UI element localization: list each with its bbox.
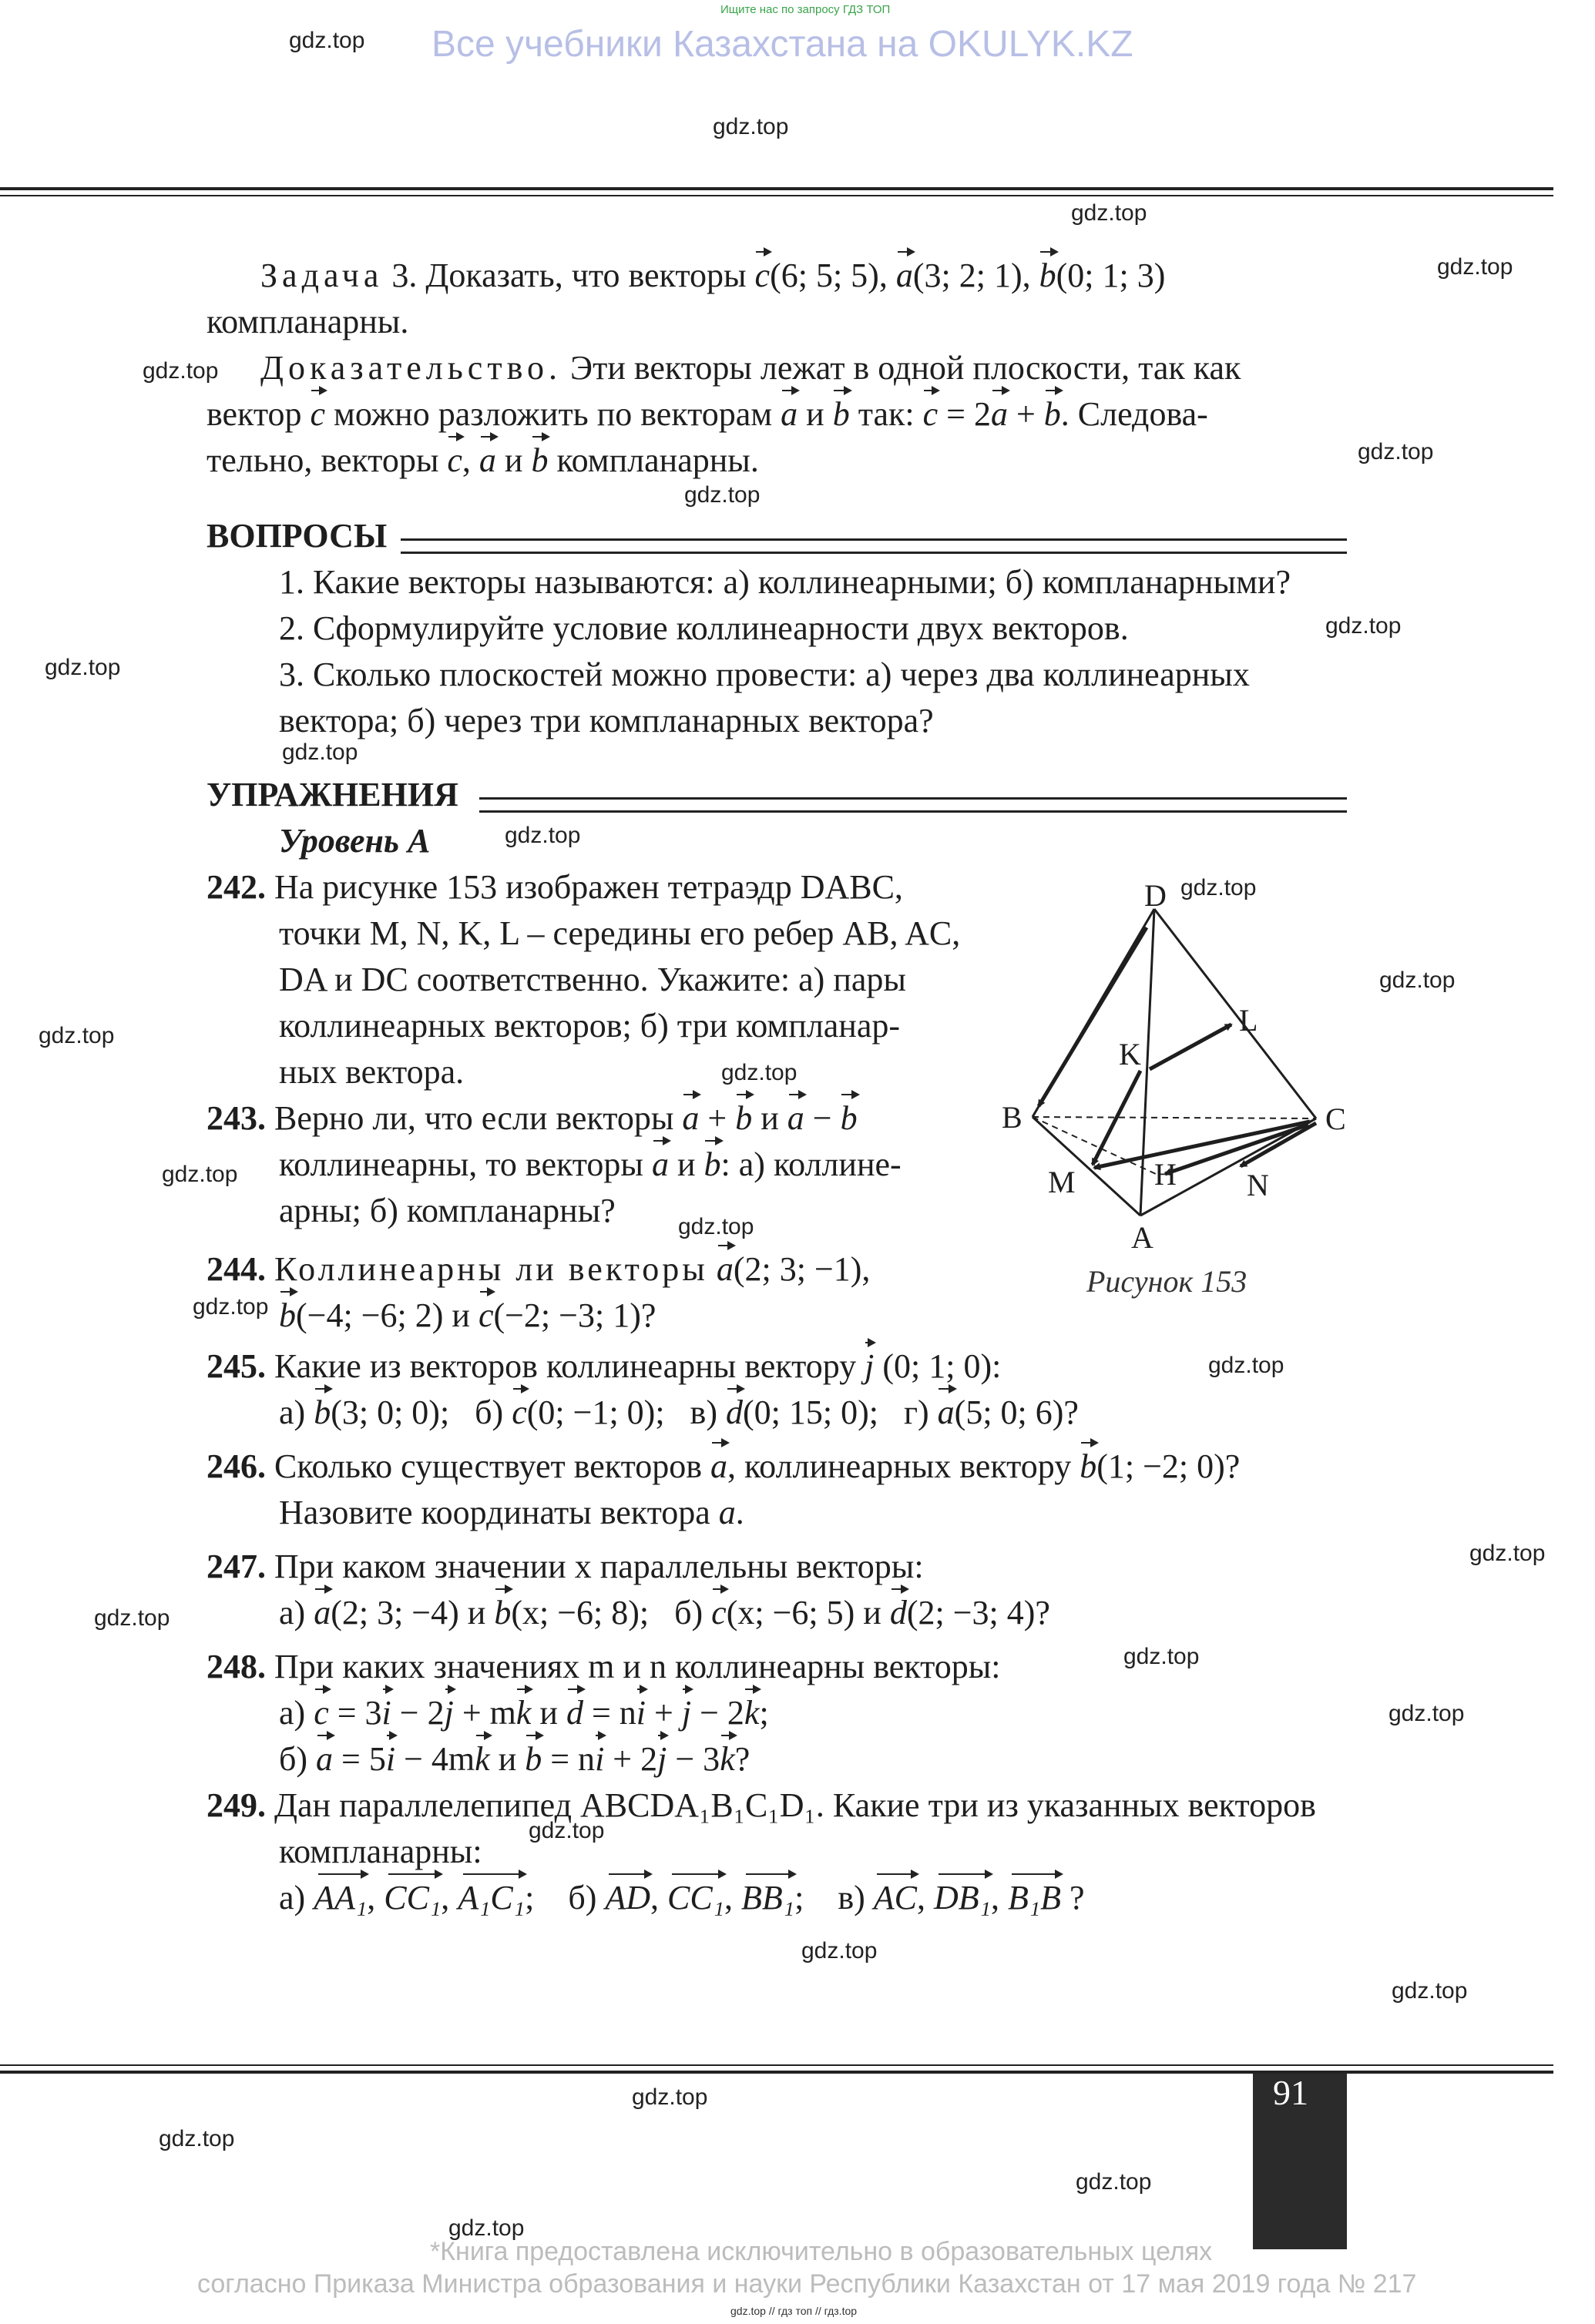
watermark: gdz.top [684, 482, 761, 508]
exercise-text: − [812, 1099, 832, 1137]
vector-BB1: BB₁ [741, 1876, 794, 1920]
vector-a: a [991, 393, 1008, 436]
exercise-text: (1; −2; 0)? [1096, 1447, 1241, 1485]
exercise-245-line2 [279, 1391, 1079, 1434]
proof-text: , [462, 441, 471, 479]
exercise-text: При каком значении x параллельны векторы: [274, 1548, 924, 1585]
exercise-text: и [761, 1099, 779, 1137]
watermark: gdz.top [1437, 254, 1513, 280]
vector-CC1: CC₁ [667, 1876, 724, 1920]
watermark: gdz.top [505, 823, 581, 848]
vector-d: d [890, 1591, 907, 1635]
vector-AA1: AA₁ [314, 1876, 367, 1920]
vector-a: a [652, 1143, 669, 1186]
question-item: 1. Какие векторы называются: а) коллинеарными; б) компланарными? [279, 563, 1291, 601]
edge-DA [1140, 909, 1154, 1216]
task3-text: 3. Доказать, что векторы [391, 257, 747, 294]
exercise-text: Сколько существует векторов [274, 1447, 703, 1485]
exercise-text: , [441, 1879, 450, 1917]
proof-line1 [260, 347, 1241, 390]
exercise-text: (2; 3; −4) и [331, 1594, 486, 1631]
proof-line3 [207, 439, 759, 482]
vector-b: b [1080, 1445, 1096, 1488]
proof-text: = 2 [946, 395, 991, 433]
label-L: L [1239, 1003, 1258, 1038]
level-heading: Уровень А [279, 822, 431, 860]
proof-text: вектор [207, 395, 302, 433]
questions-heading: ВОПРОСЫ [207, 517, 388, 555]
watermark: gdz.top [162, 1162, 238, 1187]
exercise-text: б) [475, 1393, 504, 1431]
watermark: gdz.top [289, 28, 365, 53]
exercise-text: ; [794, 1879, 804, 1917]
watermark: gdz.top [39, 1023, 115, 1048]
exercise-text: , [990, 1879, 999, 1917]
vector-AD: AD [605, 1876, 650, 1920]
proof-line2 [207, 393, 1208, 436]
vector-b: b [279, 1294, 296, 1337]
exercise-text: а) [279, 1594, 306, 1631]
vector-a: a [938, 1391, 955, 1434]
edge-DC [1154, 909, 1316, 1118]
exercise-text: коллинеарны, то векторы [279, 1145, 643, 1183]
exercise-242-line: ных вектора. [279, 1053, 465, 1091]
vector-i: i [595, 1738, 604, 1781]
vector-a: a [479, 439, 496, 482]
vector-k: k [744, 1692, 760, 1735]
exercise-text: , [367, 1879, 376, 1917]
vector-a: a [781, 393, 798, 436]
vector-c: c [478, 1294, 494, 1337]
exercise-242-line: DA и DC соответственно. Укажите: а) пары [279, 961, 906, 998]
watermark: gdz.top [1392, 1978, 1468, 2004]
watermark: gdz.top [632, 2084, 708, 2110]
watermark: gdz.top [1388, 1701, 1465, 1726]
vector-i: i [636, 1692, 646, 1735]
exercise-text: и [498, 1740, 517, 1778]
vector-c: c [711, 1591, 727, 1635]
proof-label: Доказательство. [260, 349, 562, 387]
exercise-242-line: коллинеарных векторов; б) три компланар- [279, 1007, 901, 1045]
footer-tiny: gdz.top // гдз топ // гдз.top [730, 2305, 858, 2317]
exercise-248-line2 [279, 1692, 769, 1735]
exercise-text: = n [591, 1694, 636, 1732]
exercise-text: − 2 [399, 1694, 445, 1732]
exercise-text: г) [903, 1393, 929, 1431]
exercise-text: На рисунке 153 изображен тетраэдр DABC, [274, 868, 903, 906]
figure-153 [986, 878, 1372, 1310]
watermark: gdz.top [282, 739, 358, 765]
vector-b: b [735, 1097, 752, 1140]
exercise-number: 246. [207, 1447, 266, 1485]
exercise-text: , [916, 1879, 925, 1917]
exercise-244-line1 [207, 1248, 870, 1291]
watermark: gdz.top [801, 1938, 878, 1963]
vector-a-letter: a [718, 1494, 736, 1531]
exercise-text: , [650, 1879, 660, 1917]
vector-b: b [833, 393, 850, 436]
exercise-242-line1 [207, 866, 903, 909]
task3-line1 [260, 254, 1165, 297]
vector-B1B: B₁B [1008, 1876, 1061, 1920]
vector-b: b [1044, 393, 1061, 436]
question-item: вектора; б) через три компланарных вектора? [279, 702, 934, 739]
exercise-text: Верно ли, что если векторы [274, 1099, 674, 1137]
vector-a: a [896, 254, 913, 297]
watermark: gdz.top [193, 1294, 269, 1320]
vector-CC1: CC₁ [384, 1876, 441, 1920]
watermark: gdz.top [1076, 2169, 1152, 2195]
figure-caption: Рисунок 153 [1086, 1264, 1247, 1299]
vector-d: d [726, 1391, 743, 1434]
proof-text: + [1016, 395, 1036, 433]
exercise-244-line2 [279, 1294, 656, 1337]
a-coords: (3; 2; 1), [912, 257, 1031, 294]
watermark: gdz.top [1358, 439, 1434, 464]
exercise-number: 245. [207, 1347, 266, 1385]
watermark: gdz.top [1325, 613, 1402, 639]
site-title[interactable]: Все учебники Казахстана на OKULYK.KZ [431, 24, 1133, 65]
vector-d: d [566, 1692, 583, 1735]
watermark: gdz.top [1071, 200, 1147, 226]
exercise-text: а) [279, 1393, 306, 1431]
top-tiny-note: Ищите нас по запросу ГДЗ ТОП [720, 3, 891, 16]
exercise-text: (2; −3; 4)? [906, 1594, 1050, 1631]
exercise-243-line1 [207, 1097, 858, 1140]
vector-c: c [512, 1391, 527, 1434]
exercise-248-line3 [279, 1738, 750, 1781]
proof-text: тельно, векторы [207, 441, 439, 479]
vector-c: c [314, 1692, 329, 1735]
b-coords: (0; 1; 3) [1056, 257, 1166, 294]
label-A: A [1131, 1220, 1153, 1255]
exercise-text: = 3 [337, 1694, 382, 1732]
vector-k: k [475, 1738, 490, 1781]
footer-line2: согласно Приказа Министра образования и науки Республики Казахстан от 17 мая 2019 года № 217 [197, 2269, 1417, 2299]
exercise-text: , коллинеарных вектору [727, 1447, 1072, 1485]
top-rule [0, 187, 1553, 190]
vector-i: i [382, 1692, 391, 1735]
vector-c: c [311, 393, 326, 436]
exercise-247-line2 [279, 1591, 1050, 1635]
exercise-number: 247. [207, 1548, 266, 1585]
exercise-text: б) [674, 1594, 703, 1631]
vector-b: b [531, 439, 548, 482]
exercise-text: (0; 1; 0): [882, 1347, 1002, 1385]
proof-text: и [504, 441, 523, 479]
exercise-246-line2: Назовите координаты вектора a. [279, 1494, 744, 1531]
watermark: gdz.top [1208, 1353, 1284, 1378]
exercise-text: ? [734, 1740, 750, 1778]
watermark: gdz.top [721, 1060, 798, 1085]
exercise-number: 248. [207, 1648, 266, 1685]
exercise-text: (−2; −3; 1)? [493, 1296, 656, 1334]
exercise-text: ; [525, 1879, 535, 1917]
proof-text: . Следова- [1060, 395, 1208, 433]
vector-j: j [682, 1692, 691, 1735]
watermark: gdz.top [1123, 1644, 1200, 1669]
vector-c: c [755, 254, 771, 297]
question-item: 2. Сформулируйте условие коллинеарности двух векторов. [279, 609, 1129, 647]
watermark: gdz.top [1469, 1541, 1546, 1566]
exercise-text: = 5 [341, 1740, 386, 1778]
proof-text: можно разложить по векторам [334, 395, 773, 433]
exercise-text: ? [1069, 1879, 1085, 1917]
vector-a: a [787, 1097, 804, 1140]
vector-i: i [386, 1738, 395, 1781]
exercise-text: Дан параллелепипед ABCDA₁B₁C₁D₁. Какие три из указанных векторов [274, 1786, 1316, 1824]
exercise-text: − 3 [675, 1740, 720, 1778]
exercise-249-line2: компланарны: [279, 1833, 482, 1870]
exercise-text: ; [759, 1694, 769, 1732]
exercise-247-line1 [207, 1545, 924, 1588]
exercise-text: : а) коллине- [720, 1145, 902, 1183]
exercise-text: Назовите координаты вектора [279, 1494, 710, 1531]
exercise-text: (3; 0; 0); [331, 1393, 450, 1431]
vector-b: b [314, 1391, 331, 1434]
watermark: gdz.top [143, 358, 219, 384]
exercise-text: При каких значениях m и n коллинеарны векторы: [274, 1648, 1001, 1685]
vector-b: b [704, 1143, 721, 1186]
exercise-text: + [654, 1694, 673, 1732]
watermark: gdz.top [713, 114, 789, 139]
watermark: gdz.top [94, 1605, 170, 1631]
exercise-text: − 4m [404, 1740, 475, 1778]
vector-a: a [316, 1738, 333, 1781]
exercise-text: а) [279, 1694, 306, 1732]
exercise-number: 249. [207, 1786, 266, 1824]
tetrahedron-diagram [986, 878, 1372, 1310]
vector-b: b [494, 1591, 511, 1635]
vector-c: c [447, 439, 462, 482]
footer-line1: *Книга предоставлена исключительно в образовательных целях [430, 2237, 1213, 2266]
proof-text: Эти векторы лежат в одной плоскости, так как [570, 349, 1241, 387]
label-B: B [1002, 1100, 1022, 1135]
vector-k: k [516, 1692, 532, 1735]
label-D: D [1144, 878, 1167, 913]
vector-k: k [720, 1738, 735, 1781]
exercise-text: в) [690, 1393, 717, 1431]
exercise-text: (2; 3; −1), [733, 1250, 871, 1288]
exercise-text: а) [279, 1879, 306, 1917]
exercise-text: + m [462, 1694, 516, 1732]
watermark: gdz.top [1180, 875, 1257, 900]
exercise-text: (0; −1; 0); [526, 1393, 665, 1431]
exercise-249-line1 [207, 1784, 1316, 1827]
vector-j: j [865, 1345, 874, 1388]
vector-D-B [1039, 927, 1147, 1106]
exercise-243-line2 [279, 1143, 902, 1186]
task3-line2: компланарны. [207, 303, 409, 340]
exercise-text: (−4; −6; 2) и [296, 1296, 470, 1334]
exercise-text: = n [550, 1740, 596, 1778]
exercise-text: и [539, 1694, 558, 1732]
exercise-248-line1 [207, 1645, 1001, 1689]
exercise-text: (x; −6; 8); [511, 1594, 650, 1631]
exercise-number: 243. [207, 1099, 266, 1137]
watermark: gdz.top [45, 655, 121, 680]
top-rule-2 [0, 195, 1553, 196]
exercise-242-line: точки M, N, K, L – середины его ребер AB, AC, [279, 914, 961, 952]
vector-b: b [525, 1738, 542, 1781]
question-item: 3. Сколько плоскостей можно провести: а) через два коллинеарных [279, 656, 1250, 693]
exercise-text: б) [568, 1879, 597, 1917]
exercise-text: (0; 15; 0); [742, 1393, 878, 1431]
exercise-text: , [724, 1879, 734, 1917]
vector-b: b [1039, 254, 1056, 297]
exercise-243-line3: арны; б) компланарны? [279, 1192, 616, 1229]
vector-a: a [314, 1591, 331, 1635]
vector-A1C1: A₁C₁ [458, 1876, 525, 1920]
watermark: gdz.top [529, 1818, 605, 1843]
watermark: gdz.top [159, 2126, 235, 2151]
bottom-rule [0, 2064, 1553, 2066]
exercise-text: + 2 [613, 1740, 658, 1778]
vector-c: c [923, 393, 939, 436]
vector-K-L [1150, 1025, 1231, 1069]
label-K: K [1119, 1037, 1141, 1071]
watermark: gdz.top [1379, 967, 1456, 993]
exercises-heading-bar [479, 797, 1347, 813]
proof-text: так: [858, 395, 915, 433]
vector-j: j [657, 1738, 667, 1781]
exercise-text: в) [838, 1879, 865, 1917]
label-N: N [1247, 1168, 1269, 1202]
label-C: C [1325, 1102, 1346, 1136]
watermark: gdz.top [678, 1214, 754, 1239]
exercise-number: 244. [207, 1250, 266, 1288]
questions-heading-bar [401, 538, 1347, 554]
exercise-text: б) [279, 1740, 308, 1778]
exercises-heading: УПРАЖНЕНИЯ [207, 776, 458, 813]
task3-label: Задача [260, 257, 384, 294]
proof-text: и [806, 395, 824, 433]
vector-j: j [445, 1692, 454, 1735]
label-M: M [1048, 1165, 1076, 1199]
exercise-text: Коллинеарны ли векторы [274, 1250, 708, 1288]
exercise-text: + [707, 1099, 727, 1137]
vector-a: a [682, 1097, 699, 1140]
vector-a: a [717, 1248, 734, 1291]
vector-a: a [710, 1445, 727, 1488]
exercise-249-line3 [279, 1876, 1085, 1920]
vector-AC: AC [874, 1876, 917, 1920]
exercise-text: и [677, 1145, 696, 1183]
vector-b: b [841, 1097, 858, 1140]
edge-BC-hidden [1033, 1117, 1316, 1118]
exercise-245-line1 [207, 1345, 1001, 1388]
exercise-number: 242. [207, 868, 266, 906]
exercise-text: (5; 0; 6)? [954, 1393, 1079, 1431]
exercise-246-line1 [207, 1445, 1240, 1488]
label-H: H [1154, 1157, 1177, 1192]
page-number: 91 [1273, 2073, 1308, 2112]
exercise-text: − 2 [700, 1694, 744, 1732]
c-coords: (6; 5; 5), [770, 257, 888, 294]
vector-DB1: DB₁ [934, 1876, 991, 1920]
exercise-text: Какие из векторов коллинеарны вектору [274, 1347, 857, 1385]
exercise-text: (x; −6; 5) и [726, 1594, 881, 1631]
proof-text: компланарны. [556, 441, 759, 479]
watermark: gdz.top [448, 2215, 525, 2241]
